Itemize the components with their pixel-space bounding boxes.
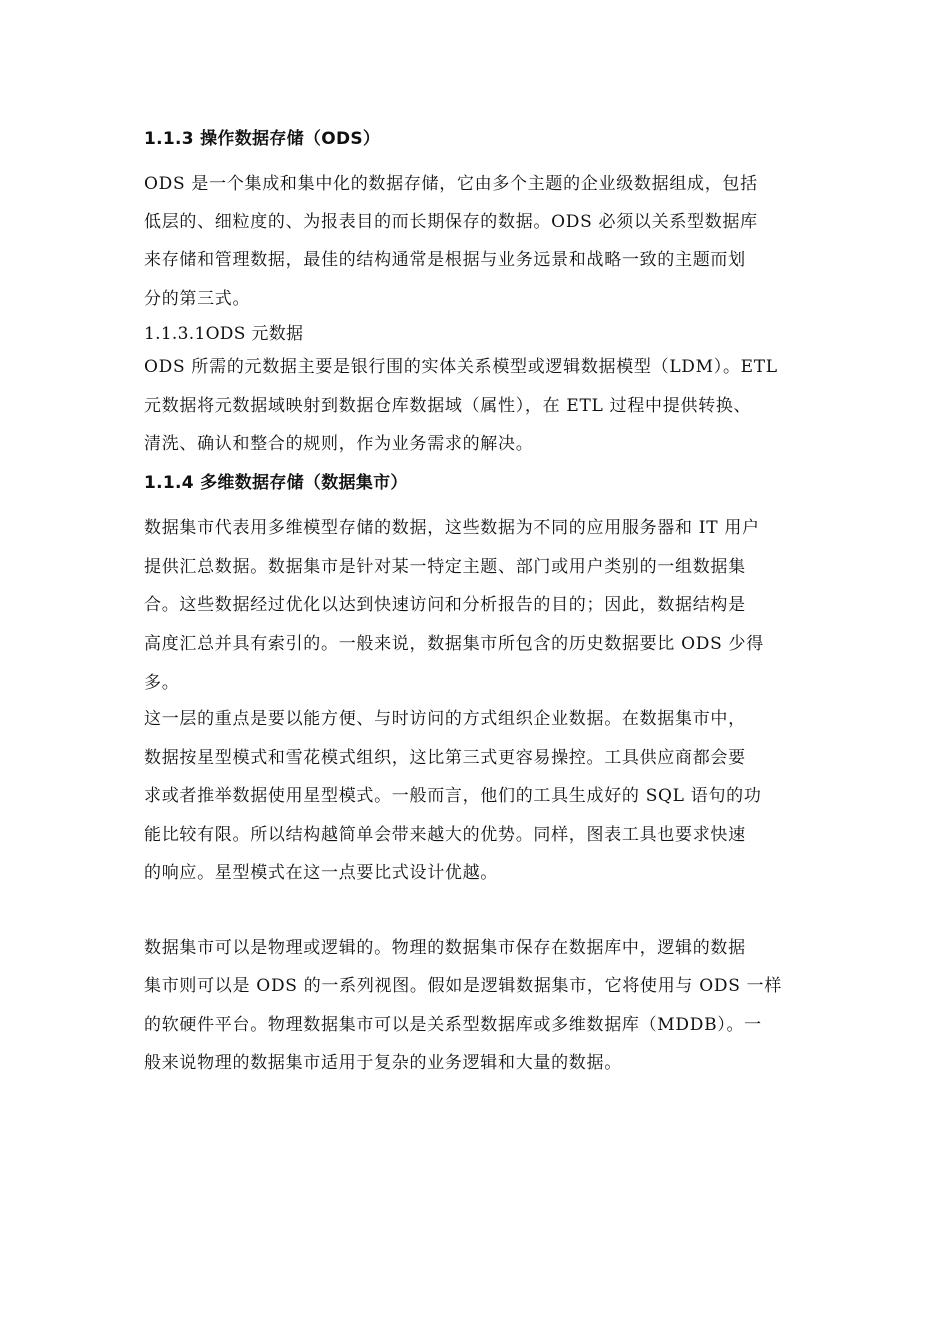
paragraph-line: 数据按星型模式和雪花模式组织，这比第三式更容易操控。工具供应商都会要: [144, 748, 746, 768]
paragraph-line: 分的第三式。: [144, 289, 251, 309]
section-1-1-3-1-heading: 1.1.3.1ODS 元数据: [144, 324, 304, 344]
paragraph-line: 来存储和管理数据，最佳的结构通常是根据与业务远景和战略一致的主题而划: [144, 250, 746, 270]
paragraph-line: 求或者推举数据使用星型模式。一般而言，他们的工具生成好的 SQL 语句的功: [144, 786, 762, 806]
paragraph-line: 合。这些数据经过优化以达到快速访问和分析报告的目的；因此，数据结构是: [144, 595, 746, 615]
paragraph-line: ODS 所需的元数据主要是银行围的实体关系模型或逻辑数据模型（LDM）。ETL: [144, 357, 778, 377]
paragraph-line: 低层的、细粒度的、为报表目的而长期保存的数据。ODS 必须以关系型数据库: [144, 212, 758, 232]
paragraph-line: 这一层的重点是要以能方便、与时访问的方式组织企业数据。在数据集市中，: [144, 709, 746, 729]
paragraph-line: 数据集市代表用多维模型存储的数据，这些数据为不同的应用服务器和 IT 用户: [144, 518, 760, 538]
paragraph-line: 提供汇总数据。数据集市是针对某一特定主题、部门或用户类别的一组数据集: [144, 557, 746, 577]
paragraph-line: 的软硬件平台。物理数据集市可以是关系型数据库或多维数据库（MDDB）。一: [144, 1015, 762, 1035]
paragraph-line: 高度汇总并具有索引的。一般来说，数据集市所包含的历史数据要比 ODS 少得: [144, 634, 764, 654]
paragraph-line: 元数据将元数据域映射到数据仓库数据域（属性），在 ETL 过程中提供转换、: [144, 396, 752, 416]
paragraph-line: 的响应。星型模式在这一点要比式设计优越。: [144, 863, 498, 883]
paragraph-line: 多。: [144, 673, 180, 693]
paragraph-line: 能比较有限。所以结构越简单会带来越大的优势。同样，图表工具也要求快速: [144, 825, 746, 845]
paragraph-line: 数据集市可以是物理或逻辑的。物理的数据集市保存在数据库中，逻辑的数据: [144, 938, 746, 958]
paragraph-line: ODS 是一个集成和集中化的数据存储，它由多个主题的企业级数据组成，包括: [144, 174, 758, 194]
section-1-1-4-heading: 1.1.4 多维数据存储（数据集市）: [144, 473, 408, 493]
section-1-1-3-heading: 1.1.3 操作数据存储（ODS）: [144, 129, 381, 149]
paragraph-line: 清洗、确认和整合的规则，作为业务需求的解决。: [144, 434, 534, 454]
paragraph-line: 般来说物理的数据集市适用于复杂的业务逻辑和大量的数据。: [144, 1053, 622, 1073]
paragraph-line: 集市则可以是 ODS 的一系列视图。假如是逻辑数据集市，它将使用与 ODS 一样: [144, 976, 783, 996]
